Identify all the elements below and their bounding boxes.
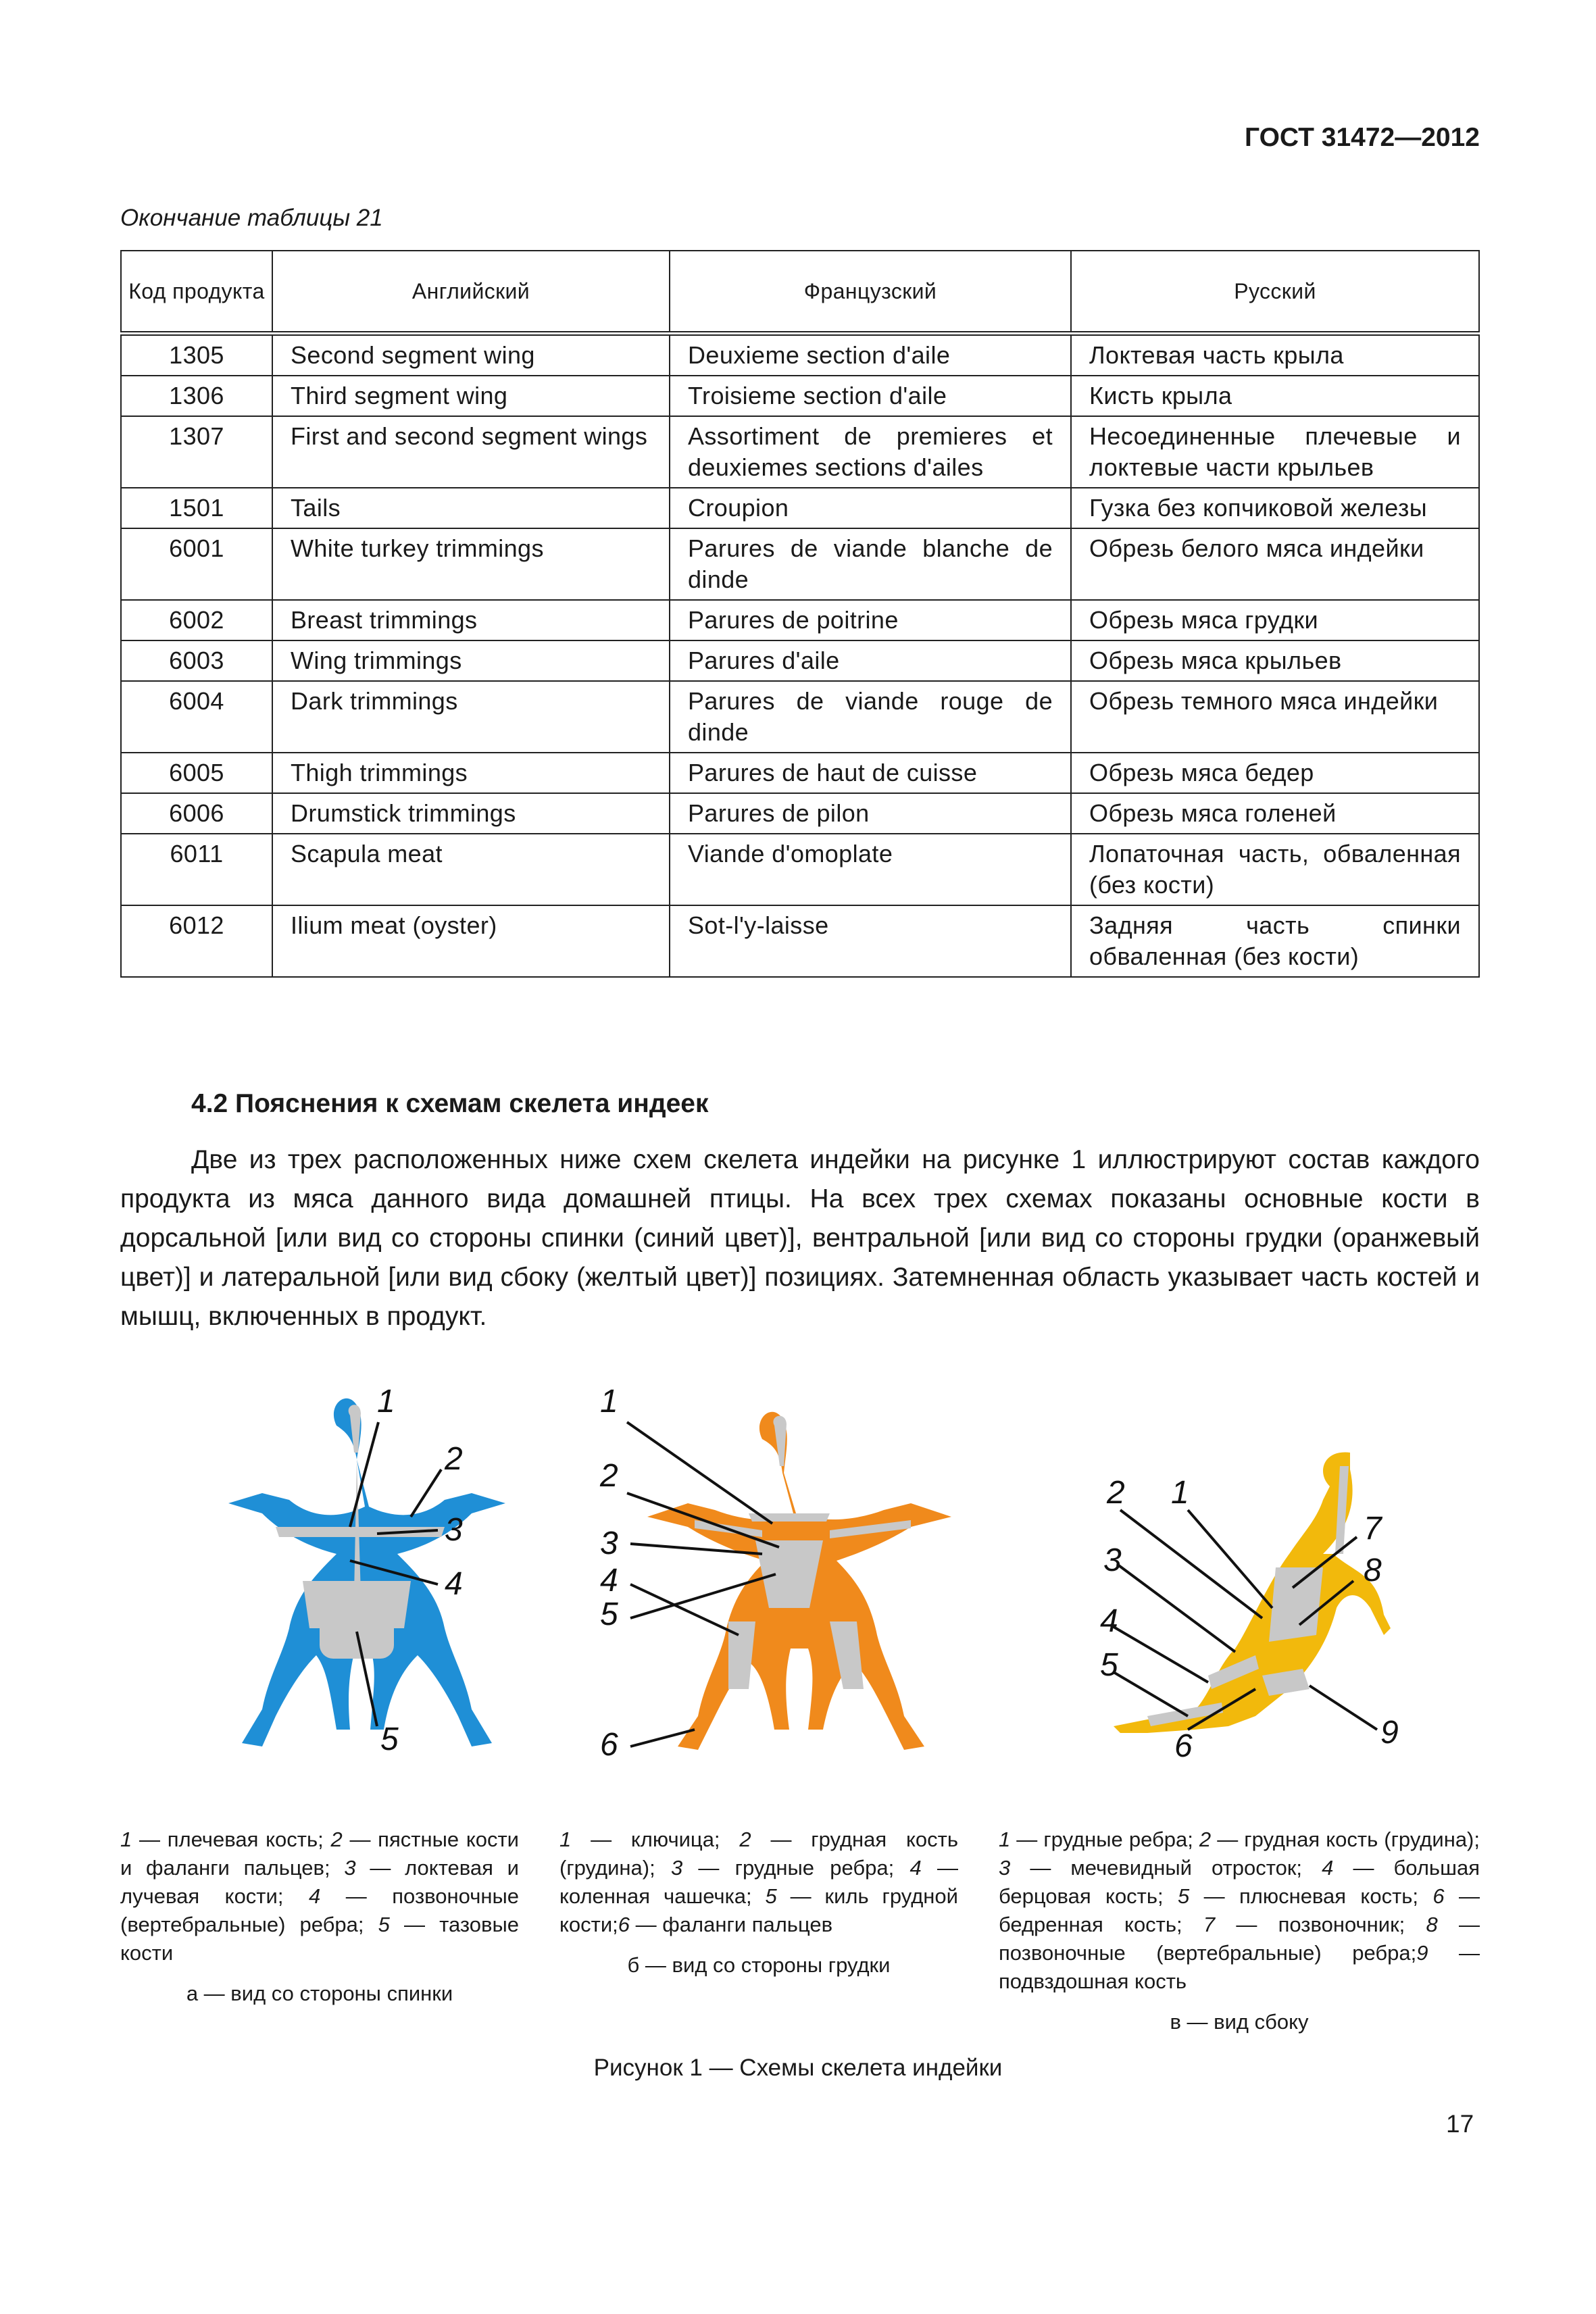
header-russian: Русский	[1071, 251, 1479, 334]
legend-text: — мечевидный отросток;	[1010, 1856, 1322, 1880]
legend-number: 7	[1203, 1913, 1216, 1936]
legend-number: 4	[1322, 1856, 1334, 1880]
cell-english: Dark trimmings	[272, 681, 670, 753]
cell-french: Deuxieme section d'aile	[670, 334, 1071, 376]
ventral-label-5: 5	[600, 1596, 618, 1632]
lateral-label-2: 2	[1107, 1475, 1125, 1511]
lateral-label-6: 6	[1174, 1728, 1193, 1764]
dorsal-label-5: 5	[380, 1721, 399, 1757]
cell-french: Parures de viande rouge de dinde	[670, 681, 1071, 753]
legend-number: 9	[1416, 1941, 1428, 1965]
subcaption-dorsal: а — вид со стороны спинки	[186, 1982, 453, 2005]
lateral-label-5: 5	[1100, 1647, 1118, 1683]
ventral-label-6: 6	[600, 1727, 618, 1763]
table-row	[121, 681, 1479, 753]
cell-code: 6004	[121, 681, 272, 753]
legend-number: 2	[739, 1828, 751, 1851]
cell-english: First and second segment wings	[272, 416, 670, 488]
legend-number: 5	[378, 1913, 390, 1936]
cell-russian: Локтевая часть крыла	[1071, 334, 1479, 376]
legend-text: — грудные ребра;	[682, 1856, 910, 1880]
legend-number: 1	[120, 1828, 132, 1851]
cell-russian: Лопаточная часть, обваленная (без кости)	[1071, 834, 1479, 905]
legend-number: 3	[670, 1856, 683, 1880]
cell-french: Parures de haut de cuisse	[670, 753, 1071, 793]
table-row	[121, 640, 1479, 681]
cell-english: Thigh trimmings	[272, 753, 670, 793]
ventral-skeleton-diagram	[593, 1351, 1012, 1790]
cell-english: Tails	[272, 488, 670, 528]
figure-title: Рисунок 1 — Схемы скелета индейки	[593, 2055, 1003, 2081]
table-row	[121, 753, 1479, 793]
legend-number: 5	[765, 1884, 777, 1908]
table-row	[121, 528, 1479, 600]
cell-russian: Обрезь мяса бедер	[1071, 753, 1479, 793]
legend-text: — грудная кость (грудина);	[559, 1828, 959, 1880]
legend-number: 6	[1432, 1884, 1445, 1908]
lateral-skeleton-diagram	[1032, 1351, 1478, 1790]
table-row	[121, 793, 1479, 834]
cell-french: Assortiment de premieres et deuxiemes sections d'ailes	[670, 416, 1071, 488]
lateral-label-4: 4	[1100, 1603, 1118, 1639]
cell-russian: Кисть крыла	[1071, 376, 1479, 416]
dorsal-label-3: 3	[445, 1512, 463, 1548]
legend-number: 3	[344, 1856, 356, 1880]
header-code: Код продукта	[121, 251, 272, 334]
section-paragraph: Две из трех расположенных ниже схем скелета индейки на рисунке 1 иллюстрируют состав каждого продукта из мяса данного вида домашней птицы. На всех трех схемах показаны основные кости в дорсальной [или вид со стороны спинки (синий цвет)], вентральной [или вид со стороны грудки (оранжевый цвет)] и латеральной [или вид сбоку (желтый цвет)] позициях. Затемненная область указывает часть костей и мышц, включенных в продукт.	[120, 1145, 1480, 1331]
legend-number: 8	[1426, 1913, 1438, 1936]
dorsal-skeleton-diagram	[154, 1351, 573, 1790]
table-row	[121, 334, 1479, 376]
cell-russian: Обрезь мяса грудки	[1071, 600, 1479, 640]
dorsal-label-1: 1	[377, 1384, 395, 1419]
cell-french: Croupion	[670, 488, 1071, 528]
table-caption: Окончание таблицы 21	[120, 205, 383, 231]
legend-text: — плечевая кость;	[132, 1828, 331, 1851]
legend-number: 1	[559, 1828, 572, 1851]
dorsal-label-4: 4	[445, 1566, 463, 1602]
cell-english: Scapula meat	[272, 834, 670, 905]
legend-number: 2	[330, 1828, 343, 1851]
lateral-label-9: 9	[1380, 1715, 1399, 1751]
legend-number: 6	[618, 1913, 630, 1936]
dorsal-body	[228, 1399, 505, 1746]
legend-text: — фаланги пальцев	[630, 1913, 833, 1936]
dorsal-label-2: 2	[445, 1441, 463, 1477]
legend-text: — позвоночник;	[1215, 1913, 1426, 1936]
legend-text: — позвоночные (вертебральные) ребра;	[120, 1884, 519, 1936]
cell-code: 6011	[121, 834, 272, 905]
section-heading: 4.2 Пояснения к схемам скелета индеек	[191, 1089, 709, 1118]
cell-russian: Обрезь темного мяса индейки	[1071, 681, 1479, 753]
legend-text: — плюсневая кость;	[1189, 1884, 1433, 1908]
legend-text: — подвздошная кость	[999, 1941, 1480, 1993]
cell-french: Parures de viande blanche de dinde	[670, 528, 1071, 600]
legend-text: — коленная чашечка;	[559, 1856, 958, 1908]
cell-english: Second segment wing	[272, 334, 670, 376]
ventral-label-2: 2	[600, 1458, 618, 1494]
cell-code: 6006	[121, 793, 272, 834]
legend-number: 4	[308, 1884, 321, 1908]
table-header-row	[121, 251, 1479, 334]
cell-english: Breast trimmings	[272, 600, 670, 640]
cell-russian: Гузка без копчиковой железы	[1071, 488, 1479, 528]
lateral-label-3: 3	[1103, 1542, 1122, 1578]
cell-code: 1306	[121, 376, 272, 416]
legend-text: — грудная кость (грудина);	[1211, 1828, 1480, 1851]
legend-text: — локтевая и лучевая кости;	[120, 1856, 519, 1908]
ventral-body	[647, 1412, 951, 1750]
ventral-label-4: 4	[600, 1563, 618, 1599]
cell-english: White turkey trimmings	[272, 528, 670, 600]
subcaption-lateral: в — вид сбоку	[1170, 2010, 1309, 2034]
cell-russian: Обрезь белого мяса индейки	[1071, 528, 1479, 600]
cell-code: 6001	[121, 528, 272, 600]
skeleton-figures	[120, 1351, 1480, 1790]
table-row	[121, 416, 1479, 488]
legend-text: — позвоночные (вертебральные) ребра;	[999, 1913, 1480, 1965]
ventral-label-3: 3	[600, 1526, 618, 1561]
lateral-label-1: 1	[1171, 1475, 1189, 1511]
legend-ventral	[559, 1826, 958, 1980]
cell-french: Parures d'aile	[670, 640, 1071, 681]
table-row	[121, 600, 1479, 640]
cell-french: Sot-l'y-laisse	[670, 905, 1071, 977]
legend-text: — грудные ребра;	[1010, 1828, 1199, 1851]
cell-english: Third segment wing	[272, 376, 670, 416]
table-row	[121, 376, 1479, 416]
cell-code: 6002	[121, 600, 272, 640]
legend-dorsal	[120, 1826, 519, 2008]
subcaption-ventral: б — вид со стороны грудки	[627, 1953, 891, 1977]
legend-number: 4	[909, 1856, 922, 1880]
cell-code: 1305	[121, 334, 272, 376]
table-row	[121, 834, 1479, 905]
table-row	[121, 905, 1479, 977]
cell-code: 6003	[121, 640, 272, 681]
legend-text: — ключица;	[571, 1828, 740, 1851]
cell-russian: Несоединенные плечевые и локтевые части крыльев	[1071, 416, 1479, 488]
cell-code: 6005	[121, 753, 272, 793]
cell-english: Drumstick trimmings	[272, 793, 670, 834]
cell-french: Parures de pilon	[670, 793, 1071, 834]
cell-russian: Обрезь мяса крыльев	[1071, 640, 1479, 681]
lateral-label-8: 8	[1364, 1553, 1382, 1588]
cell-french: Troisieme section d'aile	[670, 376, 1071, 416]
legend-text: — бедренная кость;	[999, 1884, 1480, 1936]
cell-code: 1307	[121, 416, 272, 488]
page-number: 17	[1446, 2110, 1474, 2138]
legend-number: 5	[1178, 1884, 1190, 1908]
legend-number: 2	[1199, 1828, 1212, 1851]
legend-text: — тазовые кости	[120, 1913, 519, 1965]
cell-english: Wing trimmings	[272, 640, 670, 681]
cell-code: 1501	[121, 488, 272, 528]
cell-french: Viande d'omoplate	[670, 834, 1071, 905]
legend-number: 3	[999, 1856, 1011, 1880]
legend-text: — киль грудной кости;	[559, 1884, 958, 1936]
table-row	[121, 488, 1479, 528]
lateral-label-7: 7	[1364, 1511, 1382, 1546]
legend-text: — пястные кости и фаланги пальцев;	[120, 1828, 519, 1880]
header-french: Французский	[670, 251, 1071, 334]
cell-code: 6012	[121, 905, 272, 977]
legend-number: 1	[999, 1828, 1011, 1851]
ventral-label-1: 1	[600, 1384, 618, 1419]
cell-french: Parures de poitrine	[670, 600, 1071, 640]
cell-english: Ilium meat (oyster)	[272, 905, 670, 977]
cell-russian: Обрезь мяса голеней	[1071, 793, 1479, 834]
product-codes-table	[120, 250, 1480, 978]
header-english: Английский	[272, 251, 670, 334]
legend-lateral	[999, 1826, 1480, 2036]
cell-russian: Задняя часть спинки обваленная (без кости)	[1071, 905, 1479, 977]
legend-text: — большая берцовая кость;	[999, 1856, 1480, 1908]
standard-designation: ГОСТ 31472—2012	[1245, 123, 1480, 152]
